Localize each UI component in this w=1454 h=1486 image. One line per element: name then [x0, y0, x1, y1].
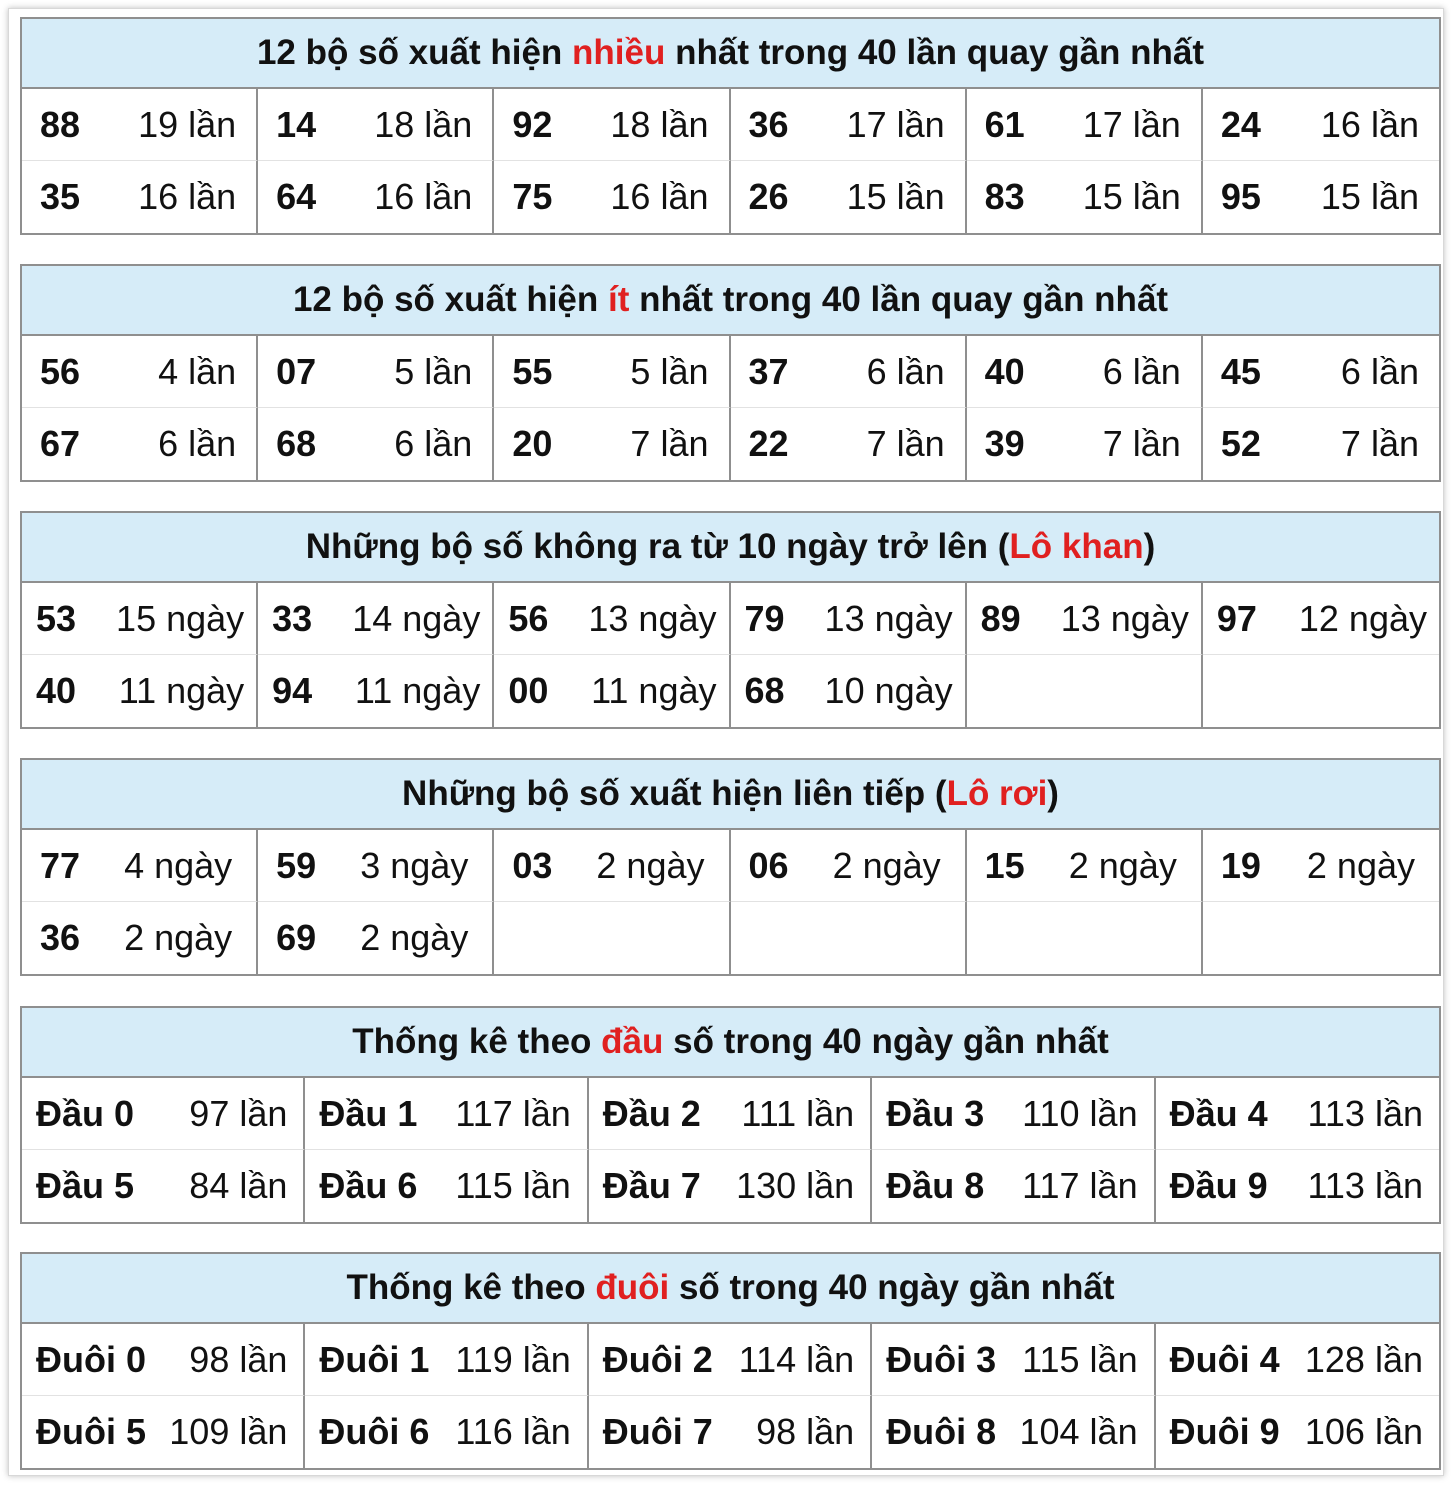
stat-cell [1203, 655, 1439, 727]
stat-count: 2 ngày [1306, 844, 1415, 886]
stat-number: 53 [36, 597, 77, 639]
stat-number: Đầu 9 [1169, 1165, 1268, 1206]
stat-cell [967, 408, 1203, 480]
stat-number: 97 [1216, 597, 1257, 639]
stat-number: Đầu 3 [886, 1092, 985, 1134]
stat-cell [589, 1078, 872, 1150]
stat-cell [494, 902, 730, 974]
stat-cell [967, 161, 1203, 233]
stat-count: 2 ngày [1068, 844, 1177, 886]
stat-number: 36 [748, 103, 789, 145]
stat-number: 68 [744, 670, 785, 711]
stat-cell [22, 902, 258, 974]
section-title-text: nhất trong 40 lần quay gần nhất [665, 33, 1205, 72]
stat-number: Đầu 1 [319, 1092, 418, 1134]
stat-number: 55 [512, 350, 553, 392]
stats-grid [22, 1078, 1439, 1222]
stat-count: 6 lần [866, 350, 945, 392]
section-title-text: ) [1143, 527, 1156, 566]
stat-number: 79 [744, 597, 785, 639]
stat-cell [1156, 1078, 1439, 1150]
stat-count: 15 ngày [116, 597, 245, 639]
stat-cell [872, 1150, 1155, 1222]
stat-number: 67 [40, 423, 81, 464]
stat-count: 97 lần [189, 1092, 288, 1134]
stat-count: 4 lần [158, 350, 237, 392]
section-title-text: Thống kê theo [352, 1022, 602, 1061]
lo-khan-table [20, 511, 1441, 729]
stat-number: 20 [512, 423, 553, 464]
stat-cell [731, 583, 967, 655]
stat-cell [22, 655, 258, 727]
stat-count: 116 lần [455, 1411, 571, 1452]
stat-number: 75 [512, 176, 553, 217]
stat-cell [967, 655, 1203, 727]
stat-count: 117 lần [1022, 1165, 1138, 1206]
stat-cell [872, 1078, 1155, 1150]
stat-cell [589, 1324, 872, 1396]
section-title-highlight: đuôi [595, 1268, 670, 1307]
stat-number: 52 [1220, 423, 1261, 464]
stat-number: 88 [40, 103, 81, 145]
section-title-highlight: ít [608, 280, 630, 319]
stat-cell [22, 1396, 305, 1468]
stat-count: 16 lần [610, 176, 709, 217]
stat-count: 6 lần [1102, 350, 1181, 392]
stat-count: 130 lần [736, 1165, 855, 1206]
stat-cell [22, 161, 258, 233]
stat-number: 56 [508, 597, 549, 639]
stat-count: 13 ngày [1060, 597, 1189, 639]
stat-cell [1203, 902, 1439, 974]
section-title-text: Thống kê theo [346, 1268, 596, 1307]
stat-number: 56 [40, 350, 81, 392]
stat-cell [305, 1078, 588, 1150]
stats-grid [22, 336, 1439, 480]
stat-count: 13 ngày [588, 597, 717, 639]
stat-number: 40 [36, 670, 77, 711]
least-frequent-table [20, 264, 1441, 482]
section-title-text: 12 bộ số xuất hiện [292, 280, 609, 319]
stat-number: 14 [276, 103, 317, 145]
stat-count: 3 ngày [360, 844, 469, 886]
stat-count: 5 lần [630, 350, 709, 392]
stat-count: 13 ngày [824, 597, 953, 639]
stat-number: 89 [980, 597, 1021, 639]
stat-number: Đầu 4 [1169, 1092, 1268, 1134]
stat-number: 95 [1220, 176, 1261, 217]
stat-count: 104 lần [1019, 1411, 1138, 1452]
stat-number: 83 [984, 176, 1025, 217]
stat-cell [22, 1150, 305, 1222]
stat-cell [872, 1324, 1155, 1396]
stat-count: 2 ngày [832, 844, 941, 886]
stat-count: 10 ngày [824, 670, 953, 711]
dau-stats-table [20, 1006, 1441, 1224]
section-title [22, 266, 1439, 336]
stat-count: 2 ngày [360, 917, 469, 958]
stat-number: Đuôi 1 [319, 1338, 430, 1380]
stat-number: Đầu 2 [602, 1092, 701, 1134]
stat-number: Đuôi 3 [886, 1338, 997, 1380]
stat-count: 5 lần [394, 350, 473, 392]
stat-number: 19 [1220, 844, 1261, 886]
stat-count: 16 lần [1320, 103, 1419, 145]
stat-count: 113 lần [1307, 1165, 1423, 1206]
section-title-text: nhất trong 40 lần quay gần nhất [629, 280, 1169, 319]
stat-count: 18 lần [610, 103, 709, 145]
stat-count: 14 ngày [352, 597, 481, 639]
stat-count: 109 lần [169, 1411, 288, 1452]
stat-cell [494, 408, 730, 480]
stat-number: 24 [1220, 103, 1261, 145]
section-title-text: 12 bộ số xuất hiện [256, 33, 573, 72]
duoi-stats-table [20, 1252, 1441, 1470]
stat-cell [22, 1078, 305, 1150]
stat-cell [967, 336, 1203, 408]
stat-cell [731, 830, 967, 902]
stat-cell [22, 336, 258, 408]
section-title-highlight: đầu [601, 1022, 664, 1061]
stat-cell [967, 583, 1203, 655]
stat-number: Đuôi 7 [602, 1411, 713, 1452]
stat-number: Đuôi 2 [602, 1338, 713, 1380]
stat-number: 33 [272, 597, 313, 639]
stat-count: 6 lần [1340, 350, 1419, 392]
stat-cell [731, 408, 967, 480]
stat-number: 39 [984, 423, 1025, 464]
stat-cell [1156, 1150, 1439, 1222]
stat-count: 114 lần [738, 1338, 855, 1380]
stat-count: 18 lần [374, 103, 473, 145]
stat-count: 106 lần [1304, 1411, 1423, 1452]
stat-cell [258, 89, 494, 161]
stat-number: Đầu 5 [36, 1165, 135, 1206]
stat-number: 26 [748, 176, 789, 217]
stat-number: 22 [748, 423, 789, 464]
stat-number: 40 [984, 350, 1025, 392]
section-title [22, 513, 1439, 583]
stat-count: 110 lần [1022, 1092, 1138, 1134]
stat-number: 92 [512, 103, 553, 145]
stat-cell [967, 89, 1203, 161]
stat-cell [22, 1324, 305, 1396]
stat-number: 59 [276, 844, 317, 886]
stat-cell [1203, 830, 1439, 902]
stat-count: 15 lần [1082, 176, 1181, 217]
stat-cell [731, 902, 967, 974]
stat-count: 15 lần [1320, 176, 1419, 217]
stats-grid [22, 583, 1439, 727]
stat-cell [22, 583, 258, 655]
stat-number: Đuôi 8 [886, 1411, 997, 1452]
stat-cell [731, 161, 967, 233]
stat-cell [967, 902, 1203, 974]
stat-cell [494, 89, 730, 161]
stat-cell [1203, 161, 1439, 233]
stat-number: Đuôi 0 [36, 1338, 147, 1380]
stat-cell [305, 1324, 588, 1396]
section-title-highlight: Lô khan [1009, 527, 1144, 566]
stat-cell [589, 1396, 872, 1468]
stat-count: 7 lần [866, 423, 945, 464]
stat-cell [22, 830, 258, 902]
stat-cell [731, 655, 967, 727]
stat-number: 94 [272, 670, 313, 711]
stat-count: 2 ngày [124, 917, 233, 958]
stats-grid [22, 830, 1439, 974]
stat-cell [258, 902, 494, 974]
stat-cell [494, 161, 730, 233]
stat-cell [1203, 583, 1439, 655]
stat-cell [305, 1396, 588, 1468]
stat-cell [494, 583, 730, 655]
stat-number: 37 [748, 350, 789, 392]
stat-cell [258, 336, 494, 408]
stat-number: Đuôi 9 [1169, 1411, 1280, 1452]
section-title-text: Những bộ số không ra từ 10 ngày trở lên ( [305, 527, 1010, 566]
stat-cell [22, 89, 258, 161]
stat-number: 69 [276, 917, 317, 958]
stats-grid [22, 1324, 1439, 1468]
stat-count: 115 lần [1022, 1338, 1138, 1380]
stat-cell [731, 336, 967, 408]
stat-cell [258, 408, 494, 480]
stat-cell [258, 655, 494, 727]
stat-count: 7 lần [1102, 423, 1181, 464]
stat-count: 17 lần [846, 103, 945, 145]
stat-number: 07 [276, 350, 317, 392]
stat-count: 17 lần [1082, 103, 1181, 145]
stat-count: 7 lần [630, 423, 709, 464]
stat-cell [1156, 1324, 1439, 1396]
section-title [22, 760, 1439, 830]
stat-count: 16 lần [138, 176, 237, 217]
stat-count: 11 ngày [354, 670, 481, 711]
stat-number: 68 [276, 423, 317, 464]
stat-number: 36 [40, 917, 81, 958]
stat-count: 84 lần [189, 1165, 288, 1206]
stat-number: 15 [984, 844, 1025, 886]
stat-count: 12 ngày [1298, 597, 1427, 639]
stat-number: 45 [1220, 350, 1261, 392]
stat-number: Đuôi 6 [319, 1411, 430, 1452]
stat-cell [967, 830, 1203, 902]
stat-number: Đầu 8 [886, 1165, 985, 1206]
stat-count: 115 lần [455, 1165, 571, 1206]
stat-cell [1156, 1396, 1439, 1468]
stat-number: 06 [748, 844, 789, 886]
stat-number: Đầu 7 [602, 1165, 701, 1206]
stat-number: Đuôi 4 [1169, 1338, 1280, 1380]
lo-roi-table [20, 758, 1441, 976]
stat-cell [589, 1150, 872, 1222]
stat-cell [22, 408, 258, 480]
stat-count: 11 ngày [118, 670, 245, 711]
stat-cell [1203, 89, 1439, 161]
section-title-highlight: Lô rơi [946, 774, 1048, 813]
stat-count: 2 ngày [596, 844, 705, 886]
stats-grid [22, 89, 1439, 233]
stat-number: Đuôi 5 [36, 1411, 147, 1452]
stat-count: 117 lần [455, 1092, 571, 1134]
section-title-text: ) [1047, 774, 1059, 813]
stat-cell [1203, 408, 1439, 480]
section-title-text: Những bộ số xuất hiện liên tiếp ( [402, 774, 947, 813]
stat-count: 16 lần [374, 176, 473, 217]
stat-cell [258, 161, 494, 233]
section-title-text: số trong 40 ngày gần nhất [663, 1022, 1109, 1061]
section-title [22, 1008, 1439, 1078]
stat-count: 19 lần [138, 103, 237, 145]
stat-count: 6 lần [394, 423, 473, 464]
stat-count: 128 lần [1304, 1338, 1423, 1380]
stat-number: 61 [984, 103, 1025, 145]
stat-count: 98 lần [756, 1411, 855, 1452]
stat-number: Đầu 0 [36, 1092, 135, 1134]
section-title [22, 1254, 1439, 1324]
stat-count: 7 lần [1340, 423, 1419, 464]
stat-number: 00 [508, 670, 549, 711]
stat-count: 4 ngày [124, 844, 233, 886]
stat-cell [494, 336, 730, 408]
stat-cell [494, 655, 730, 727]
stat-number: 64 [276, 176, 317, 217]
stat-cell [731, 89, 967, 161]
stat-cell [305, 1150, 588, 1222]
stat-number: 77 [40, 844, 81, 886]
stat-count: 113 lần [1307, 1092, 1423, 1134]
section-title [22, 19, 1439, 89]
stat-count: 119 lần [455, 1338, 571, 1380]
stat-number: 03 [512, 844, 553, 886]
stat-cell [258, 583, 494, 655]
stat-count: 111 lần [741, 1092, 855, 1134]
stat-count: 11 ngày [591, 670, 717, 711]
most-frequent-table [20, 17, 1441, 235]
stat-count: 98 lần [189, 1338, 288, 1380]
section-title-text: số trong 40 ngày gần nhất [669, 1268, 1115, 1307]
stat-number: Đầu 6 [319, 1165, 418, 1206]
stat-cell [258, 830, 494, 902]
stat-cell [872, 1396, 1155, 1468]
stat-cell [494, 830, 730, 902]
stat-number: 35 [40, 176, 81, 217]
stat-count: 15 lần [846, 176, 945, 217]
section-title-highlight: nhiều [572, 33, 666, 72]
stat-count: 6 lần [158, 423, 237, 464]
stat-cell [1203, 336, 1439, 408]
